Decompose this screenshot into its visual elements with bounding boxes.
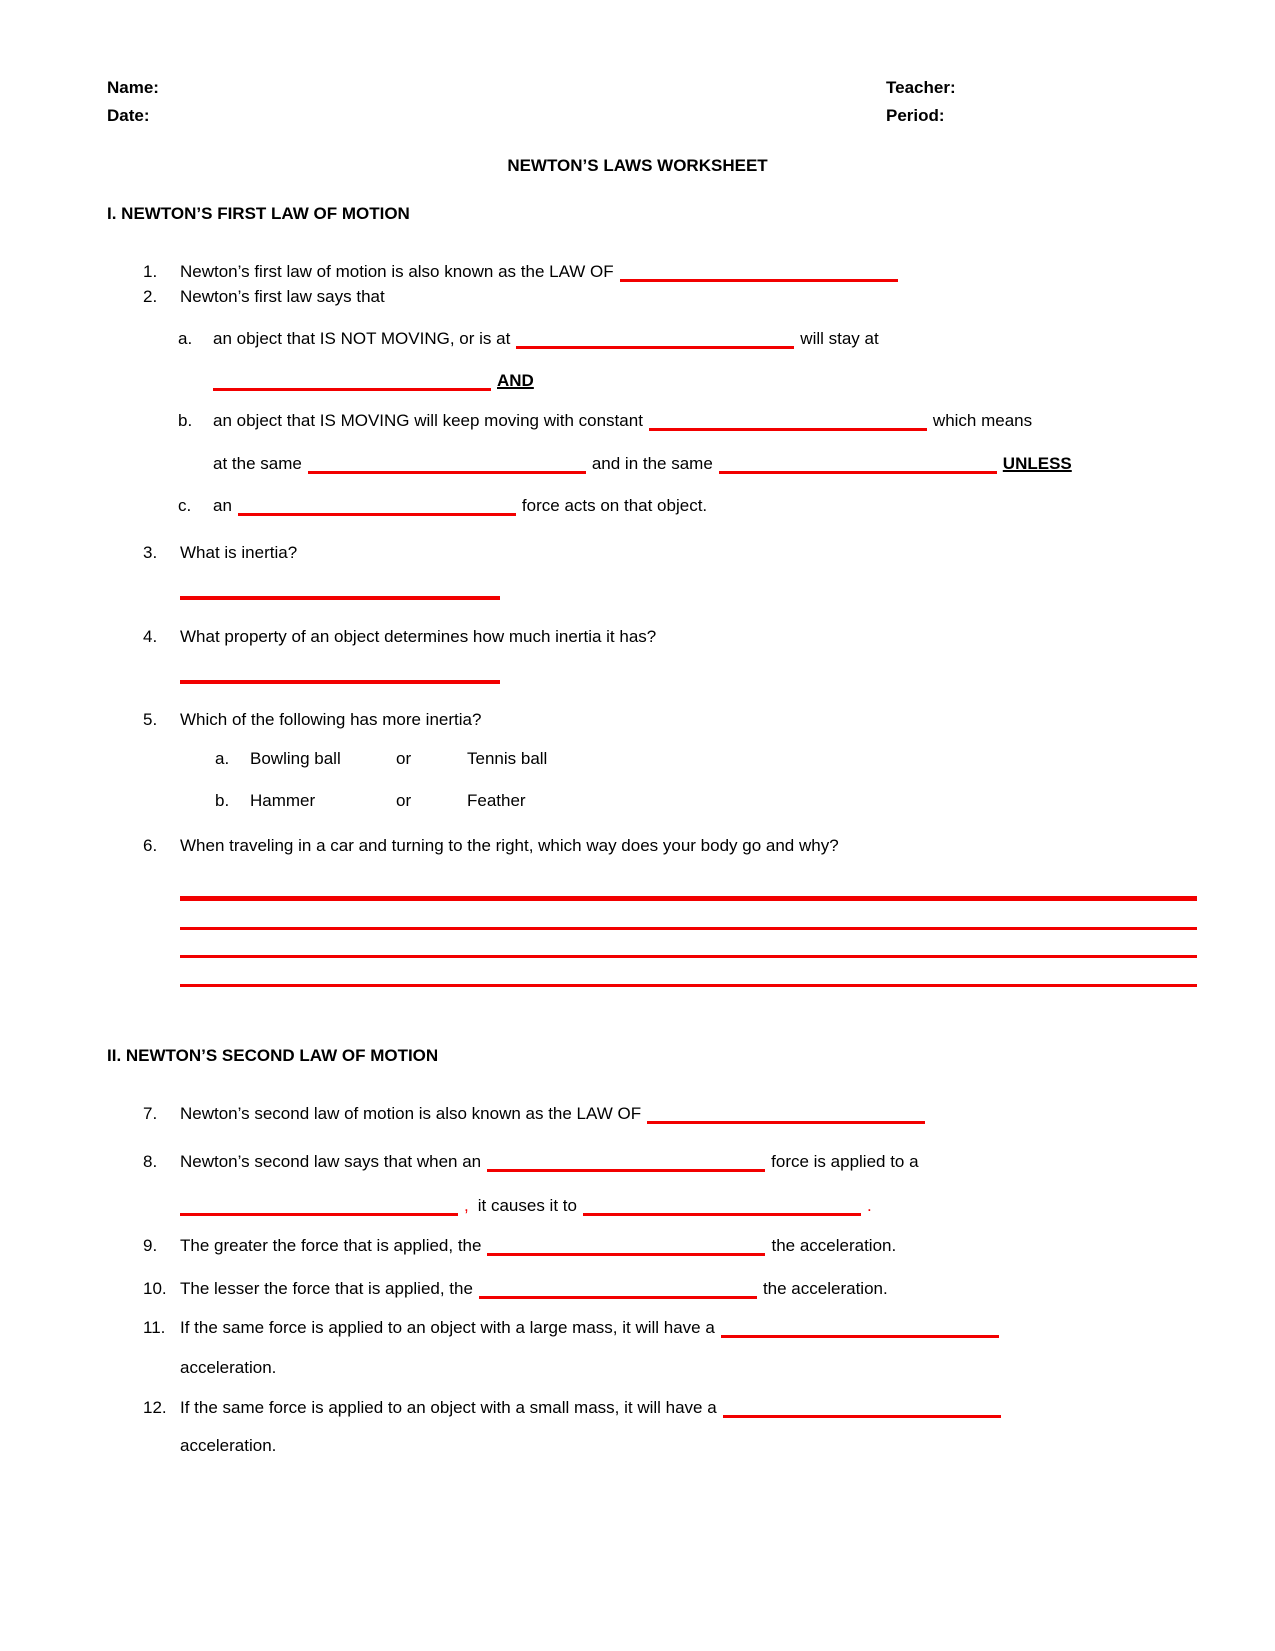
name-label: Name:	[107, 78, 159, 97]
question-12-text	[180, 1395, 1168, 1420]
text-run: an	[213, 496, 232, 515]
text-run: force acts on that object.	[521, 496, 708, 515]
text-run: will stay at	[800, 329, 879, 348]
answer-line	[180, 896, 1197, 901]
question-7	[107, 1101, 1168, 1126]
answer-blank	[647, 1107, 925, 1124]
text-run: at the same	[213, 454, 302, 473]
period-label: Period:	[886, 106, 945, 125]
option-second: Tennis ball	[467, 749, 548, 768]
answer-line	[180, 596, 500, 600]
question-8-text	[180, 1149, 1168, 1174]
text-run: an object that IS MOVING will keep moving with constant	[213, 411, 643, 430]
option-first: Hammer	[250, 791, 316, 810]
question-1-text: Newton’s first law of motion is also known as the LAW OF	[180, 262, 614, 281]
answer-blank	[487, 1239, 765, 1256]
answer-blank	[516, 332, 794, 349]
question-2	[107, 284, 1168, 309]
option-first: Bowling ball	[250, 749, 341, 768]
question-number: 10.	[143, 1279, 167, 1298]
answer-line	[180, 955, 1197, 958]
option-conjunction: or	[396, 791, 412, 810]
question-11-continued: acceleration.	[180, 1358, 277, 1377]
question-5-option-b	[107, 788, 1168, 813]
header	[107, 74, 1168, 130]
question-2c-text	[213, 493, 1168, 518]
question-3	[107, 540, 1168, 565]
sub-item-label: a.	[178, 329, 193, 348]
question-8-continued	[180, 1193, 1168, 1218]
question-number: 4.	[143, 627, 158, 646]
date-label: Date:	[107, 106, 150, 125]
question-2b	[107, 408, 1168, 433]
and-keyword: AND	[497, 371, 534, 390]
answer-blank	[649, 414, 927, 431]
answer-blank	[620, 265, 898, 282]
question-9	[107, 1233, 1168, 1258]
text-run: The greater the force that is applied, the	[180, 1236, 482, 1255]
answer-blank	[238, 499, 516, 516]
text-run: an object that IS NOT MOVING, or is at	[213, 329, 511, 348]
text-run: the acceleration.	[771, 1236, 897, 1255]
header-right	[886, 74, 1168, 130]
question-7-text	[180, 1101, 1168, 1126]
question-number: 3.	[143, 543, 158, 562]
sub-item-label: c.	[178, 496, 192, 515]
question-2b-continued	[213, 451, 1168, 476]
header-left	[107, 74, 159, 130]
section1-heading: I. NEWTON’S FIRST LAW OF MOTION	[107, 204, 410, 223]
question-12	[107, 1395, 1168, 1420]
question-4-text: What property of an object determines how much inertia it has?	[180, 627, 657, 646]
sub-item-label: b.	[178, 411, 193, 430]
question-10	[107, 1276, 1168, 1301]
question-2-text: Newton’s first law says that	[180, 287, 385, 306]
question-3-text: What is inertia?	[180, 543, 298, 562]
question-12-continued: acceleration.	[180, 1436, 277, 1455]
answer-line	[180, 927, 1197, 930]
section2-heading: II. NEWTON’S SECOND LAW OF MOTION	[107, 1046, 439, 1065]
answer-blank	[719, 457, 997, 474]
red-comma: ,	[464, 1196, 469, 1215]
question-2a	[107, 326, 1168, 351]
text-run: force is applied to a	[771, 1152, 919, 1171]
text-run: it causes it to	[477, 1196, 577, 1215]
question-number: 11.	[143, 1318, 166, 1337]
text-run: Newton’s second law of motion is also known as the LAW OF	[180, 1104, 642, 1123]
answer-blank	[180, 1199, 458, 1216]
answer-blank	[308, 457, 586, 474]
question-number: 7.	[143, 1104, 158, 1123]
question-number: 5.	[143, 710, 158, 729]
question-2c	[107, 493, 1168, 518]
question-2a-text	[213, 326, 1168, 351]
question-8	[107, 1149, 1168, 1174]
text-run: Newton’s second law says that when an	[180, 1152, 482, 1171]
text-run: and in the same	[591, 454, 713, 473]
question-number: 2.	[143, 287, 158, 306]
question-1	[107, 259, 1168, 284]
question-5-text: Which of the following has more inertia?	[180, 710, 482, 729]
question-6-text: When traveling in a car and turning to the right, which way does your body go and why?	[180, 836, 839, 855]
answer-blank	[583, 1199, 861, 1216]
answer-line	[180, 984, 1197, 987]
question-5	[107, 707, 1168, 732]
question-2a-continued	[213, 368, 1168, 393]
option-label: b.	[215, 791, 230, 810]
question-10-text	[180, 1276, 1168, 1301]
question-number: 8.	[143, 1152, 158, 1171]
question-2b-text	[213, 408, 1168, 433]
question-number: 12.	[143, 1398, 167, 1417]
text-run: the acceleration.	[762, 1279, 888, 1298]
teacher-label: Teacher:	[886, 78, 956, 97]
text-run: The lesser the force that is applied, the	[180, 1279, 473, 1298]
question-text	[180, 259, 1168, 284]
text-run: If the same force is applied to an object with a small mass, it will have a	[180, 1398, 717, 1417]
question-11	[107, 1315, 1168, 1340]
answer-blank	[723, 1401, 1001, 1418]
page-title: NEWTON’S LAWS WORKSHEET	[507, 156, 768, 175]
question-number: 6.	[143, 836, 158, 855]
answer-blank	[721, 1321, 999, 1338]
question-number: 1.	[143, 262, 158, 281]
unless-keyword: UNLESS	[1002, 454, 1072, 473]
question-6	[107, 833, 1168, 858]
text-run: which means	[932, 411, 1033, 430]
option-second: Feather	[467, 791, 526, 810]
question-11-text	[180, 1315, 1168, 1340]
answer-blank	[487, 1155, 765, 1172]
option-label: a.	[215, 749, 230, 768]
question-4	[107, 624, 1168, 649]
question-9-text	[180, 1233, 1168, 1258]
answer-blank	[213, 374, 491, 391]
red-period: .	[866, 1196, 872, 1215]
question-number: 9.	[143, 1236, 158, 1255]
answer-line	[180, 680, 500, 684]
question-5-option-a	[107, 746, 1168, 771]
answer-blank	[479, 1282, 757, 1299]
option-conjunction: or	[396, 749, 412, 768]
text-run: If the same force is applied to an object with a large mass, it will have a	[180, 1318, 715, 1337]
